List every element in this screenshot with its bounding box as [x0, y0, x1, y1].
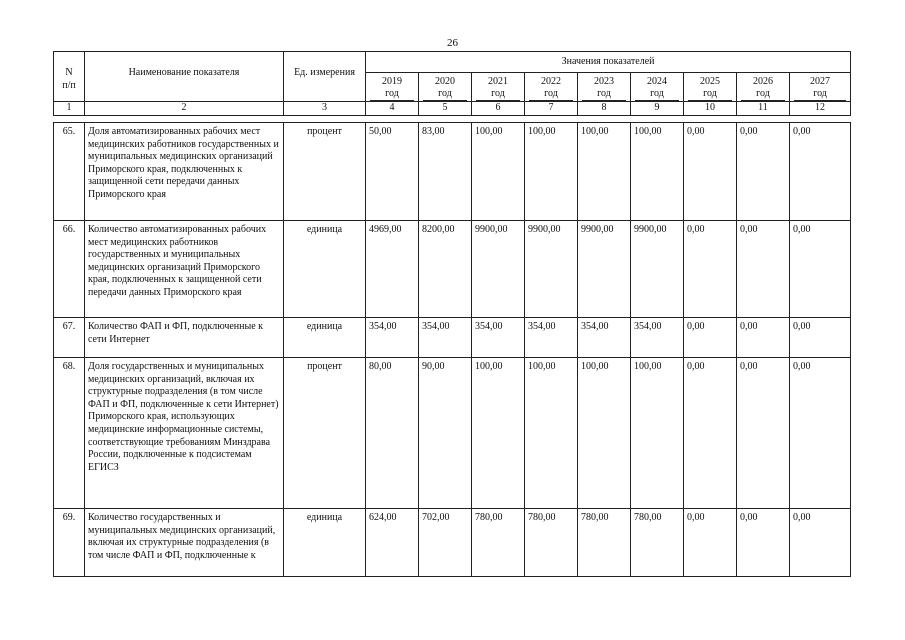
table-row [54, 318, 851, 358]
value-cell-2023: 780,00 [578, 509, 631, 577]
table-row [54, 358, 851, 509]
value-cell-2027: 0,00 [790, 221, 851, 318]
value-cell-2020: 354,00 [419, 318, 472, 358]
value-cell-2024: 100,00 [631, 123, 684, 221]
row-number: 66. [54, 221, 85, 318]
value-cell-2020: 83,00 [419, 123, 472, 221]
indicators-table [53, 122, 851, 577]
value-cell-2024: 100,00 [631, 358, 684, 509]
unit-cell: процент [284, 358, 366, 509]
header-unit: Ед. измерения [284, 52, 366, 102]
value-cell-2022: 100,00 [525, 358, 578, 509]
indicator-name: Количество государственных и муниципальных медицинских организаций, включая их структурные подразделения (в том числе ФАП и ФП, подключенные к [85, 509, 284, 577]
value-cell-2022: 780,00 [525, 509, 578, 577]
value-cell-2019: 80,00 [366, 358, 419, 509]
value-cell-2019: 624,00 [366, 509, 419, 577]
header-year-2023: 2023 год [578, 73, 631, 102]
header-year-2027: 2027 год [790, 73, 851, 102]
value-cell-2027: 0,00 [790, 123, 851, 221]
header-year-2025: 2025 год [684, 73, 737, 102]
value-cell-2025: 0,00 [684, 123, 737, 221]
header-num: N п/п [54, 52, 85, 102]
unit-cell: единица [284, 221, 366, 318]
value-cell-2022: 354,00 [525, 318, 578, 358]
indicator-name: Доля автоматизированных рабочих мест медицинских работников государственных и муниципальных медицинских организаций Приморского края, подключенных к защищенной сети передачи данных Приморского края [85, 123, 284, 221]
value-cell-2027: 0,00 [790, 318, 851, 358]
value-cell-2027: 0,00 [790, 358, 851, 509]
value-cell-2020: 8200,00 [419, 221, 472, 318]
value-cell-2023: 9900,00 [578, 221, 631, 318]
value-cell-2026: 0,00 [737, 123, 790, 221]
value-cell-2021: 354,00 [472, 318, 525, 358]
header-values-group: Значения показателей [366, 52, 851, 73]
value-cell-2020: 702,00 [419, 509, 472, 577]
header-indicator-name: Наименование показателя [85, 52, 284, 102]
unit-cell: единица [284, 509, 366, 577]
header-year-2020: 2020 год [419, 73, 472, 102]
value-cell-2022: 9900,00 [525, 221, 578, 318]
value-cell-2022: 100,00 [525, 123, 578, 221]
table-row [54, 221, 851, 318]
value-cell-2025: 0,00 [684, 221, 737, 318]
table-row [54, 123, 851, 221]
value-cell-2021: 9900,00 [472, 221, 525, 318]
value-cell-2019: 50,00 [366, 123, 419, 221]
header-year-2024: 2024 год [631, 73, 684, 102]
value-cell-2027: 0,00 [790, 509, 851, 577]
value-cell-2024: 780,00 [631, 509, 684, 577]
table-row [54, 509, 851, 577]
page-number: 26 [447, 37, 458, 49]
row-number: 67. [54, 318, 85, 358]
table-header [53, 51, 851, 116]
value-cell-2026: 0,00 [737, 358, 790, 509]
value-cell-2023: 100,00 [578, 358, 631, 509]
value-cell-2026: 0,00 [737, 221, 790, 318]
value-cell-2023: 354,00 [578, 318, 631, 358]
indicator-name: Количество автоматизированных рабочих мест медицинских работников государственных и муниципальных медицинских организаций Приморского края, подключенных к защищенной сети передачи данных Приморского края [85, 221, 284, 318]
indicator-name: Количество ФАП и ФП, подключенные к сети Интернет [85, 318, 284, 358]
value-cell-2019: 354,00 [366, 318, 419, 358]
header-year-2022: 2022 год [525, 73, 578, 102]
column-number-row: 1 2 3 4 5 6 7 8 9 10 11 12 [54, 102, 851, 116]
row-number: 65. [54, 123, 85, 221]
value-cell-2020: 90,00 [419, 358, 472, 509]
header-year-2021: 2021 год [472, 73, 525, 102]
value-cell-2019: 4969,00 [366, 221, 419, 318]
value-cell-2025: 0,00 [684, 358, 737, 509]
value-cell-2026: 0,00 [737, 509, 790, 577]
value-cell-2023: 100,00 [578, 123, 631, 221]
header-year-2019: 2019 год [366, 73, 419, 102]
indicator-name: Доля государственных и муниципальных медицинских организаций, включая их структурные подразделения (в том числе ФАП и ФП, подключенные к сети Интернет) Приморского края, использующих медицинские информационные системы, соответствующие требованиям Минздрава России, подключенные к подсистемам ЕГИСЗ [85, 358, 284, 509]
value-cell-2021: 100,00 [472, 358, 525, 509]
header-year-2026: 2026 год [737, 73, 790, 102]
value-cell-2021: 100,00 [472, 123, 525, 221]
value-cell-2024: 354,00 [631, 318, 684, 358]
value-cell-2024: 9900,00 [631, 221, 684, 318]
value-cell-2025: 0,00 [684, 509, 737, 577]
unit-cell: единица [284, 318, 366, 358]
unit-cell: процент [284, 123, 366, 221]
value-cell-2025: 0,00 [684, 318, 737, 358]
value-cell-2026: 0,00 [737, 318, 790, 358]
value-cell-2021: 780,00 [472, 509, 525, 577]
row-number: 69. [54, 509, 85, 577]
row-number: 68. [54, 358, 85, 509]
